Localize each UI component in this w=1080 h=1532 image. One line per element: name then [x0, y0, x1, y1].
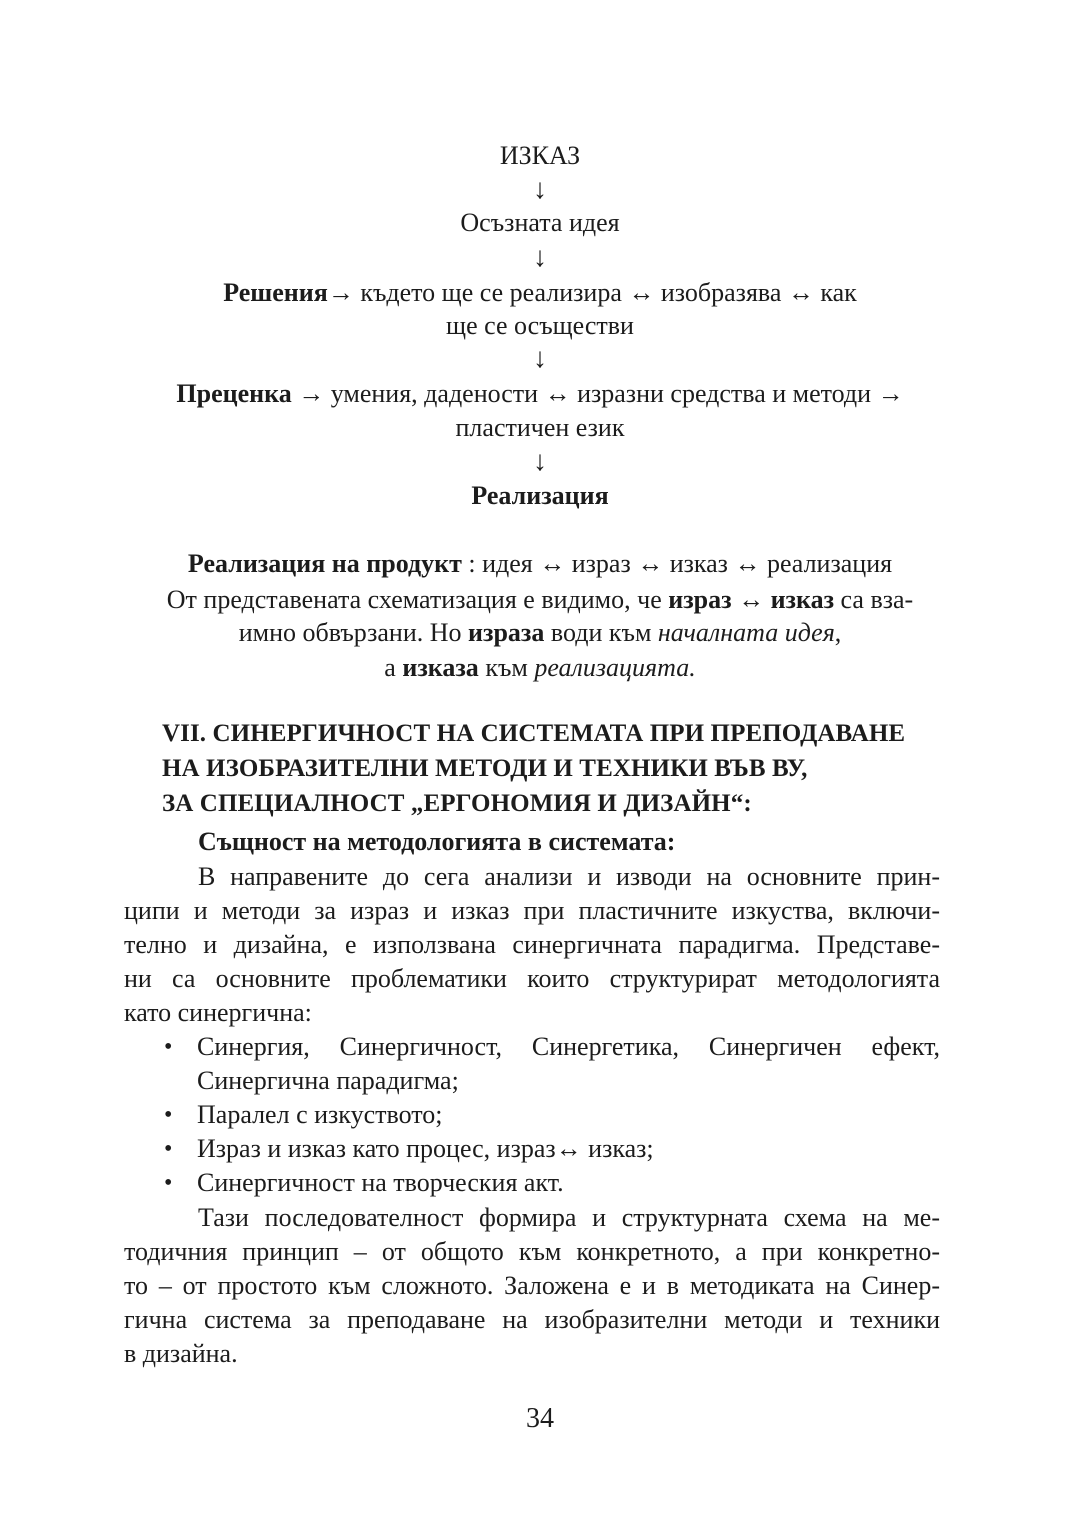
bullet-icon: •	[164, 1136, 173, 1162]
schema-step-statement: ИЗКАЗ	[499, 141, 581, 170]
page-number: 34	[526, 1403, 554, 1434]
decisions-text-line2: ще се осъществи	[446, 311, 634, 340]
list-item: Израз и изказ като процес, израз↔ изказ;	[197, 1134, 654, 1163]
subheading: Същност на методологията в системата:	[198, 827, 676, 856]
observation-text: към	[478, 653, 535, 682]
observation-text: а	[384, 653, 403, 682]
paragraph-2-line: тодичния принцип – от общото към конкретното, а при конкретно-	[124, 1237, 940, 1266]
product-realization-label: Реализация на продукт	[187, 549, 462, 578]
section-heading-line-1: VII. СИНЕРГИЧНОСТ НА СИСТЕМАТА ПРИ ПРЕПОДАВАНЕ	[162, 720, 906, 747]
paragraph-2-line: в дизайна.	[124, 1339, 238, 1368]
assessment-label: Преценка	[176, 379, 292, 408]
observation-text: води към	[544, 618, 658, 647]
bullet-icon: •	[164, 1102, 173, 1128]
observation-bold: изказа	[402, 653, 479, 682]
decisions-label: Решения	[223, 278, 328, 307]
down-arrow-icon: ↓	[533, 242, 547, 273]
bullet-icon: •	[164, 1170, 173, 1196]
paragraph-2-line: гична система за преподаване на изобразителни методи и техники	[124, 1305, 940, 1334]
observation-text: имно обвързани. Но	[238, 618, 469, 647]
list-item: Паралел с изкуството;	[197, 1100, 443, 1129]
observation-bold: израза	[468, 618, 545, 647]
observation-italic: реализацията.	[534, 653, 696, 682]
paragraph-1-line: телно и дизайна, е използвана синергичната парадигма. Представе-	[124, 930, 940, 959]
list-item: Синергичност на творческия акт.	[197, 1168, 564, 1197]
bullet-icon: •	[164, 1034, 173, 1060]
observation-text: са вза-	[834, 585, 914, 614]
product-realization-line	[100, 549, 980, 579]
observation-line-1	[100, 585, 980, 615]
schema-step-decisions	[100, 278, 980, 308]
paragraph-1-line: ципи и методи за израз и изказ при пластичните изкуства, включи-	[124, 896, 940, 925]
observation-bold: израз ↔ изказ	[668, 585, 835, 614]
schema-step-idea: Осъзната идея	[460, 208, 620, 237]
down-arrow-icon: ↓	[533, 446, 547, 477]
observation-text: От представената схематизация е видимо, че	[166, 585, 669, 614]
observation-text: ,	[834, 618, 842, 647]
observation-line-3	[100, 653, 980, 683]
paragraph-2-line: то – от простото към сложното. Заложена е и в методиката на Синер-	[124, 1271, 940, 1300]
assessment-text: → умения, дадености ↔ изразни средства и методи →	[291, 379, 904, 408]
paragraph-1-line: ни са основните проблематики които структурират методологията	[124, 964, 940, 993]
list-item-continuation: Синергична парадигма;	[197, 1066, 459, 1095]
down-arrow-icon: ↓	[533, 174, 547, 205]
down-arrow-icon: ↓	[533, 343, 547, 374]
paragraph-2-line: Тази последователност формира и структурната схема на ме-	[198, 1203, 940, 1232]
list-item: Синергия, Синергичност, Синергетика, Синергичен ефект,	[197, 1032, 940, 1061]
paragraph-1-line: В направените до сега анализи и изводи на основните прин-	[198, 862, 940, 891]
observation-italic: началната идея	[657, 618, 835, 647]
section-heading-line-3: ЗА СПЕЦИАЛНОСТ „ЕРГОНОМИЯ И ДИЗАЙН“:	[162, 790, 752, 817]
assessment-text-line2: пластичен език	[455, 413, 625, 442]
decisions-text: → където ще се реализира ↔ изобразява ↔ как	[327, 278, 857, 307]
schema-step-assessment	[100, 379, 980, 409]
paragraph-1-line: като синергична:	[124, 998, 312, 1027]
product-realization-text: : идея ↔ израз ↔ изказ ↔ реализация	[461, 549, 893, 578]
schema-step-realization: Реализация	[471, 481, 609, 510]
observation-line-2	[100, 618, 980, 648]
section-heading-line-2: НА ИЗОБРАЗИТЕЛНИ МЕТОДИ И ТЕХНИКИ ВЪВ ВУ,	[162, 755, 808, 782]
